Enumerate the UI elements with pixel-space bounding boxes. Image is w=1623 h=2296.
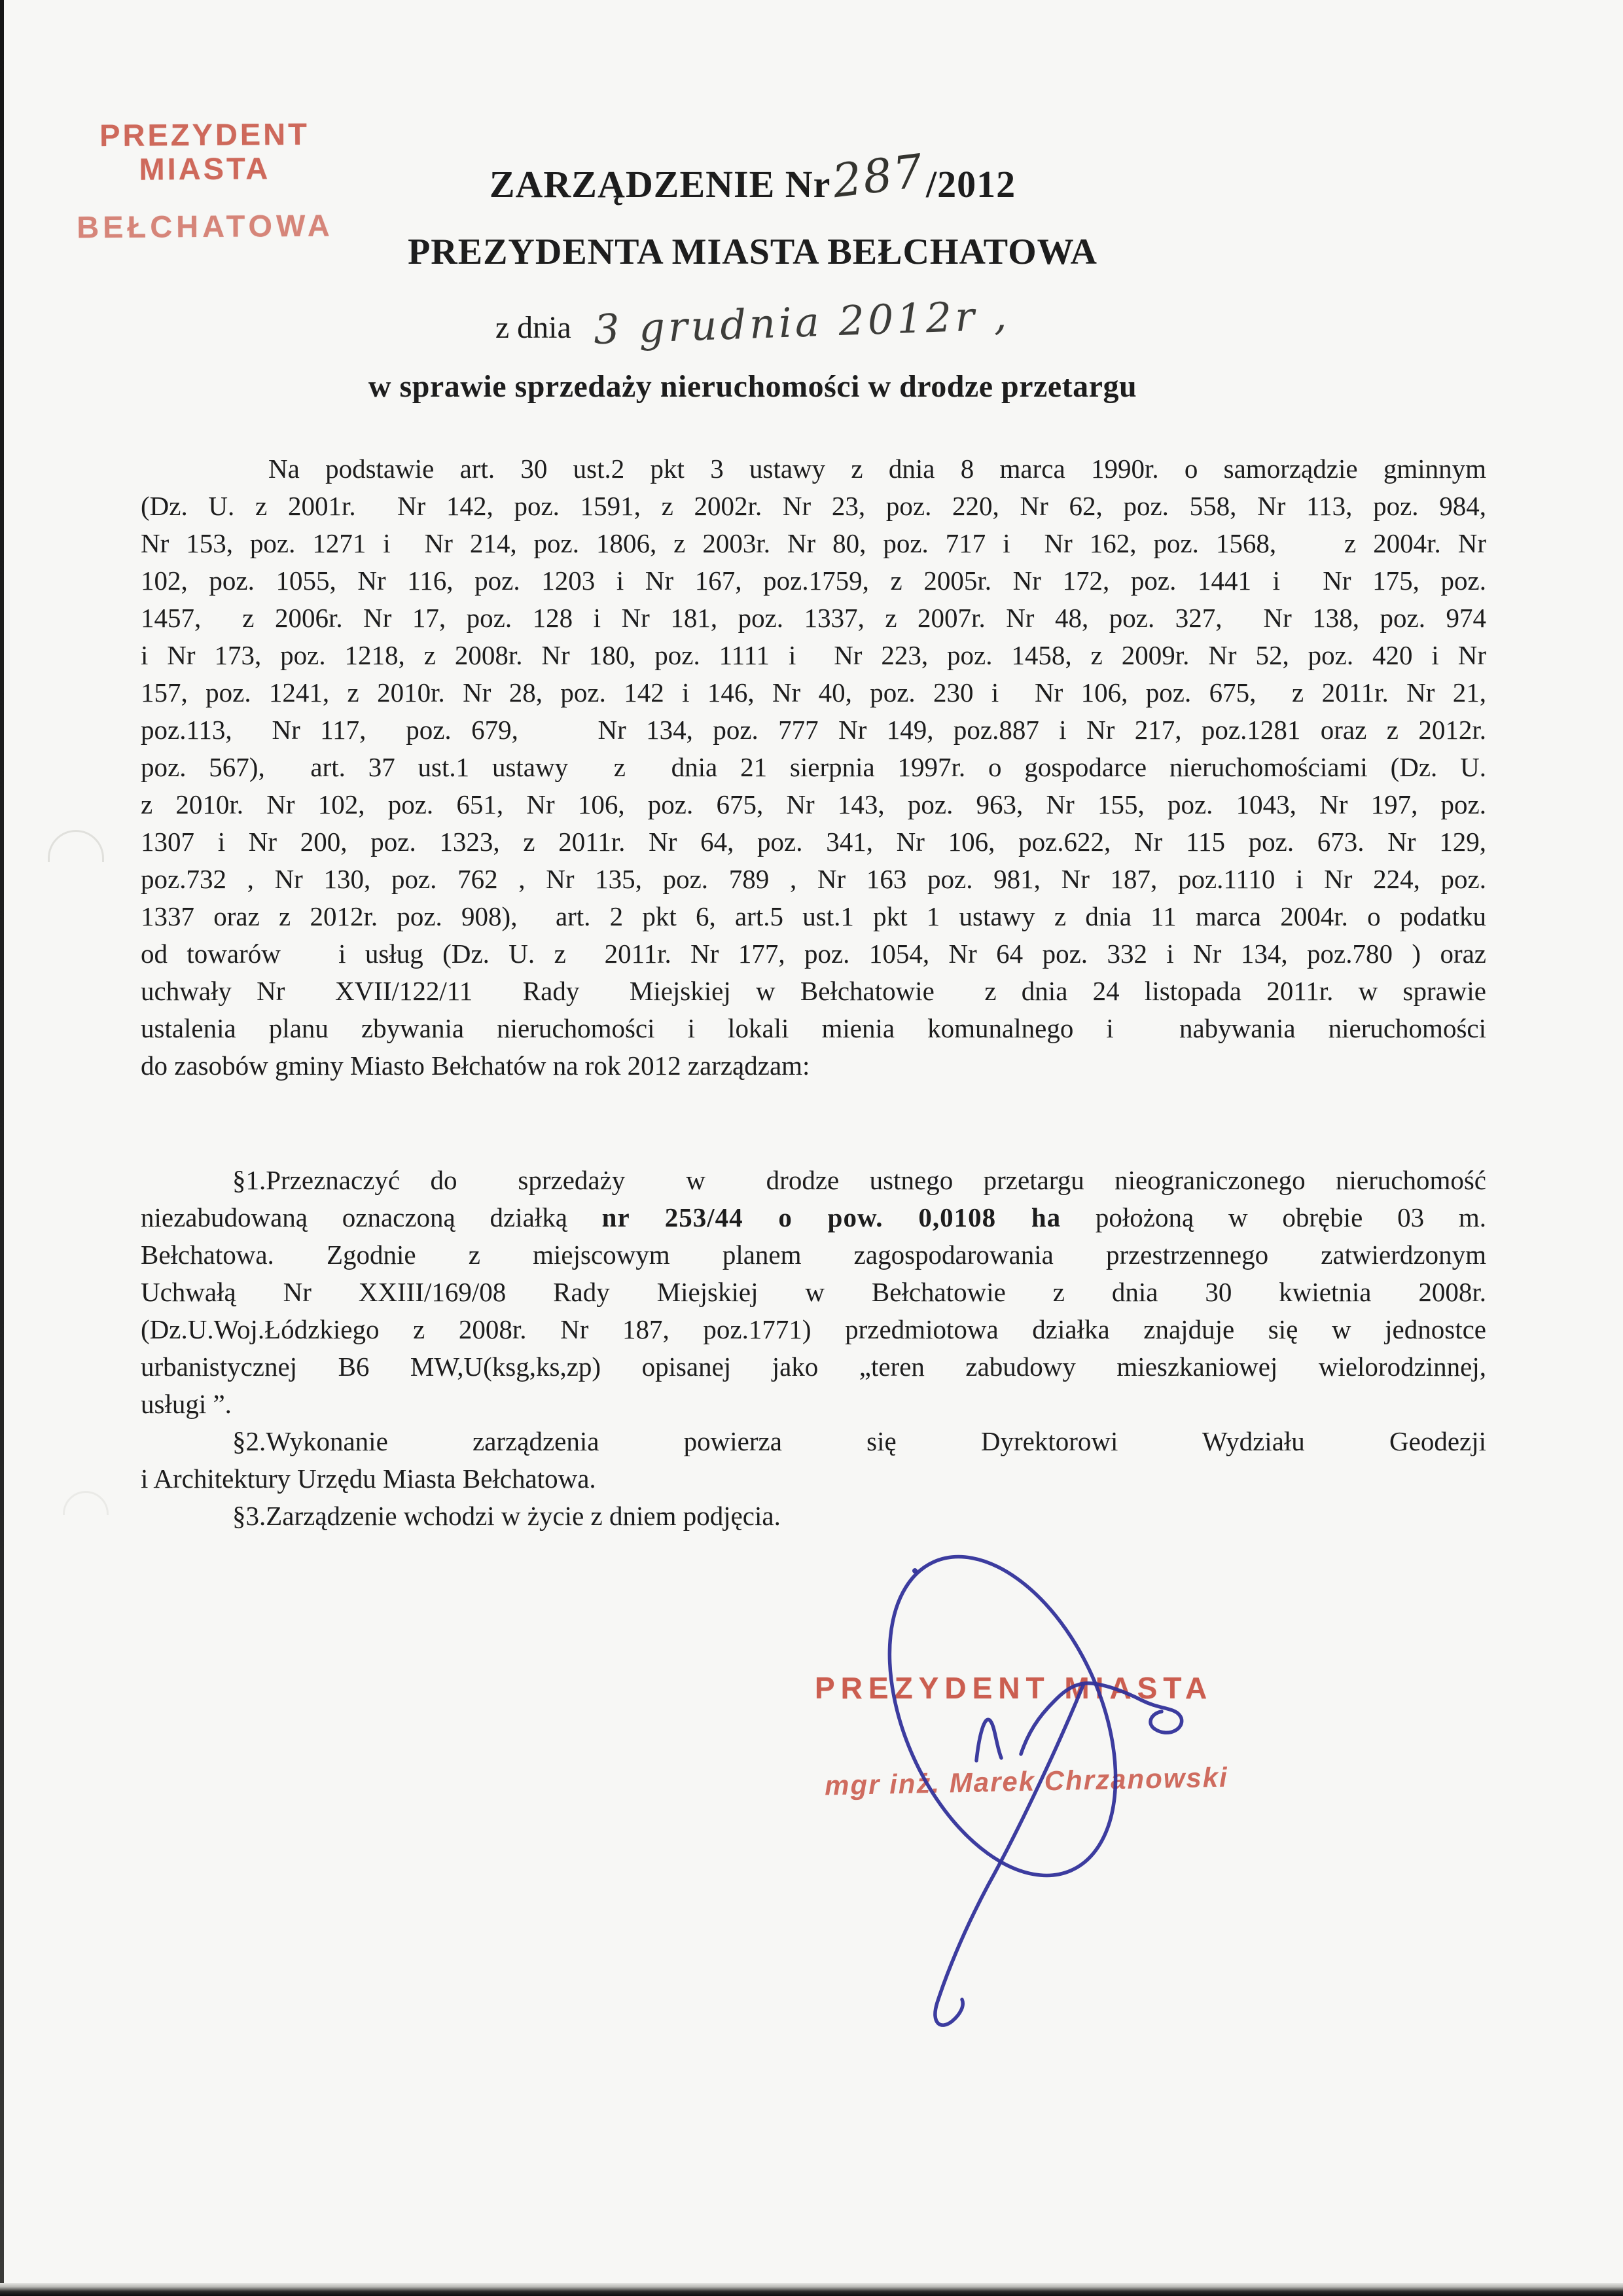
body-text-run: uchwały Nr XVII/122/11 Rady Miejskiej w Bełchatowie z dnia 24 listopada 2011r. w sprawie [141,976,1486,1006]
body-line [141,1010,1486,1047]
body-text-run: i Architektury Urzędu Miasta Bełchatowa. [141,1463,596,1494]
body-text-run: ustalenia planu zbywania nieruchomości i lokali mienia komunalnego i nabywania nieruchomości [141,1013,1486,1043]
body-line [141,637,1486,674]
body-text-run: 1457, z 2006r. Nr 17, poz. 128 i Nr 181, poz. 1337, z 2007r. Nr 48, poz. 327, Nr 138, poz. 974 [141,603,1486,633]
title-number-handwritten: 287 [829,143,927,209]
body-line [141,1460,1486,1498]
body-line [141,1047,1486,1085]
signatory-name-stamp: mgr inż. Marek Chrzanowski [824,1761,1229,1801]
body-line [141,525,1486,562]
office-stamp-line2: BEŁCHATOWA [77,207,334,245]
body-text-run: położoną w obrębie 03 m. [1061,1202,1486,1232]
document-body [141,450,1486,1535]
body-line [141,973,1486,1010]
body-line [141,861,1486,898]
body-text-run: i Nr 173, poz. 1218, z 2008r. Nr 180, poz. 1111 i Nr 223, poz. 1458, z 2009r. Nr 52, poz. 420 i Nr [141,640,1486,670]
body-line [141,1498,1486,1535]
body-text-run: Uchwałą Nr XXIII/169/08 Rady Miejskiej w Bełchatowie z dnia 30 kwietnia 2008r. [141,1277,1486,1307]
ordinance-subtitle: PREZYDENTA MIASTA BEŁCHATOWA [408,232,1097,272]
body-text-run: (Dz. U. z 2001r. Nr 142, poz. 1591, z 2002r. Nr 23, poz. 220, Nr 62, poz. 558, Nr 113, poz. 984, [141,491,1486,521]
signature-loop [844,1551,1161,1910]
body-line [141,1423,1486,1460]
body-line [141,674,1486,711]
body-line [141,1386,1486,1423]
body-text-run: niezabudowaną oznaczoną działką [141,1202,602,1232]
body-line [141,898,1486,935]
body-text-run: z 2010r. Nr 102, poz. 651, Nr 106, poz. 675, Nr 143, poz. 963, Nr 155, poz. 1043, Nr 197, poz. [141,789,1486,819]
body-text-run: 157, poz. 1241, z 2010r. Nr 28, poz. 142 i 146, Nr 40, poz. 230 i Nr 106, poz. 675, z 2011r. Nr 21, [141,677,1486,708]
scan-edge-left [0,0,4,2286]
body-line [141,1162,1486,1199]
body-line [141,711,1486,749]
body-line [141,450,1486,488]
body-text-run: od towarów i usług (Dz. U. z 2011r. Nr 177, poz. 1054, Nr 64 poz. 332 i Nr 134, poz.780 ) oraz [141,939,1486,969]
body-text-run: §1.Przeznaczyć do sprzedaży w drodze ustnego przetargu nieograniczonego nieruchomość [232,1165,1486,1195]
punch-hole-mark [63,1491,109,1515]
body-line [141,600,1486,637]
body-text-run: usługi ”. [141,1389,232,1419]
body-line [141,1236,1486,1274]
body-line [141,935,1486,973]
date-label: z dnia [495,310,571,345]
body-line [141,1311,1486,1348]
body-text-run: §3.Zarządzenie wchodzi w życie z dniem podjęcia. [232,1501,781,1531]
president-title-stamp: PREZYDENT MIASTA [815,1671,1213,1705]
scan-edge-bottom [0,2283,1623,2296]
body-text-run: poz.732 , Nr 130, poz. 762 , Nr 135, poz. 789 , Nr 163 poz. 981, Nr 187, poz.1110 i Nr 224, poz. [141,864,1486,894]
body-text-run: 1337 oraz z 2012r. poz. 908), art. 2 pkt 6, art.5 ust.1 pkt 1 ustawy z dnia 11 marca 2004r. o podatku [141,901,1486,931]
body-line [141,1348,1486,1386]
body-line [141,562,1486,600]
body-text-run: 1307 i Nr 200, poz. 1323, z 2011r. Nr 64, poz. 341, Nr 106, poz.622, Nr 115 poz. 673. Nr 129, [141,827,1486,857]
ink-dot [912,1568,918,1573]
date-handwritten: 3 grudnia 2012r , [592,291,1011,354]
paragraph [141,1162,1486,1423]
signature-tail [935,1685,1083,2025]
body-line [141,1199,1486,1236]
paragraph [141,450,1486,1085]
body-text-run: poz. 567), art. 37 ust.1 ustawy z dnia 21 sierpnia 1997r. o gospodarce nieruchomościami (Dz. U. [141,752,1486,782]
body-text-run: 102, poz. 1055, Nr 116, poz. 1203 i Nr 167, poz.1759, z 2005r. Nr 172, poz. 1441 i Nr 175, poz. [141,565,1486,596]
paragraph [141,1423,1486,1498]
body-line [141,823,1486,861]
office-stamp-line1: PREZYDENT MIASTA [99,116,310,187]
signature-spike [976,1719,1001,1761]
subject-line: w sprawie sprzedaży nieruchomości w drodze przetargu [368,369,1137,404]
body-line [141,786,1486,823]
body-text-run: urbanistycznej B6 MW,U(ksg,ks,zp) opisanej jako „teren zabudowy mieszkaniowej wielorodzinnej, [141,1352,1486,1382]
body-text-run: poz.113, Nr 117, poz. 679, Nr 134, poz. 777 Nr 149, poz.887 i Nr 217, poz.1281 oraz z 2012r. [141,715,1486,745]
body-text-run: (Dz.U.Woj.Łódzkiego z 2008r. Nr 187, poz.1771) przedmiotowa działka znajduje się w jednostce [141,1314,1486,1344]
body-text-run: do zasobów gminy Miasto Bełchatów na rok 2012 zarządzam: [141,1050,810,1081]
body-text-run: Na podstawie art. 30 ust.2 pkt 3 ustawy z dnia 8 marca 1990r. o samorządzie gminnym [268,454,1486,484]
body-text-run: Bełchatowa. Zgodnie z miejscowym planem zagospodarowania przestrzennego zatwierdzonym [141,1240,1486,1270]
date-line [85,291,1420,354]
body-text-bold: nr 253/44 o pow. 0,0108 ha [601,1202,1061,1232]
body-line [141,749,1486,786]
title-prefix: ZARZĄDZENIE Nr [489,163,831,206]
body-text-run: Nr 153, poz. 1271 i Nr 214, poz. 1806, z 2003r. Nr 80, poz. 717 i Nr 162, poz. 1568, z 2004r. Nr [141,528,1486,558]
punch-hole-mark [48,830,104,862]
body-text-run: §2.Wykonanie zarządzenia powierza się Dyrektorowi Wydziału Geodezji [232,1426,1486,1456]
body-line [141,488,1486,525]
title-suffix: /2012 [926,163,1016,206]
body-line [141,1274,1486,1311]
paragraph [141,1498,1486,1535]
